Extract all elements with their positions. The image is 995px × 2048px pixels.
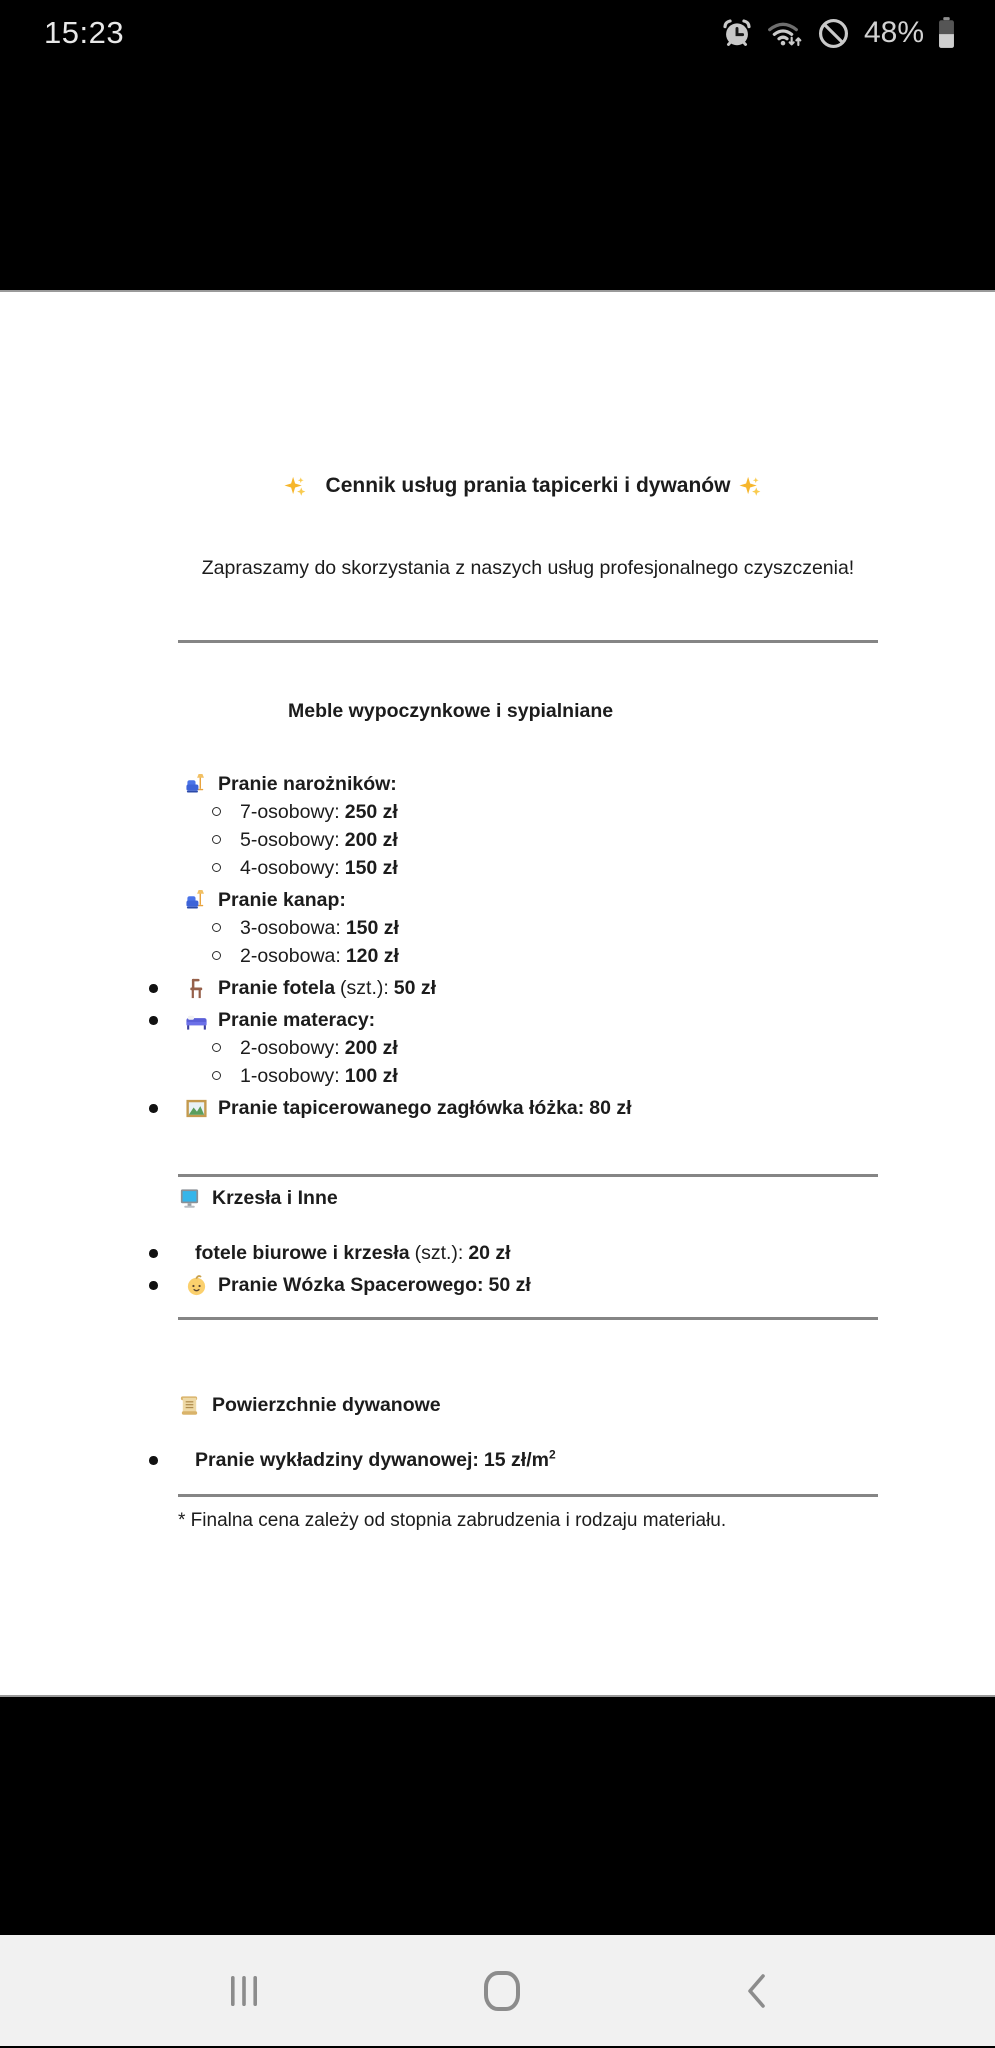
battery-icon bbox=[938, 17, 955, 49]
bullet-icon bbox=[149, 1104, 158, 1113]
couch-lamp-icon bbox=[185, 889, 208, 912]
list-item bbox=[178, 1446, 878, 1474]
do-not-disturb-icon bbox=[817, 17, 850, 50]
item-label: Pranie Wózka Spacerowego: bbox=[218, 1273, 484, 1296]
divider bbox=[178, 1317, 878, 1320]
item-price: 20 zł bbox=[468, 1241, 511, 1264]
list-item bbox=[178, 770, 878, 798]
list-item bbox=[178, 886, 878, 914]
subitem-price: 200 zł bbox=[344, 828, 398, 851]
home-button[interactable] bbox=[476, 1964, 528, 2018]
item-label: Pranie fotela bbox=[218, 976, 336, 999]
subitem-price: 150 zł bbox=[344, 856, 398, 879]
item-price: 80 zł bbox=[589, 1096, 632, 1119]
recents-button[interactable] bbox=[220, 1967, 268, 2015]
list-subitem bbox=[178, 826, 878, 854]
list-item bbox=[178, 1239, 878, 1267]
recents-icon bbox=[226, 1973, 262, 2009]
letterbox-top bbox=[0, 0, 995, 290]
document-title-text: Cennik usług prania tapicerki i dywanów bbox=[325, 474, 731, 497]
couch-lamp-icon bbox=[185, 773, 208, 796]
circle-bullet-icon bbox=[212, 835, 221, 844]
bullet-icon bbox=[149, 1281, 158, 1290]
document-subtitle: Zapraszamy do skorzystania z naszych usług profesjonalnego czyszczenia! bbox=[201, 557, 855, 579]
sparkles-icon bbox=[284, 475, 307, 498]
item-label: Pranie materacy: bbox=[218, 1008, 376, 1031]
document-footnote: * Finalna cena zależy od stopnia zabrudzenia i rodzaju materiału. bbox=[178, 1510, 727, 1531]
subitem-label: 2-osobowa: bbox=[240, 944, 341, 967]
divider bbox=[178, 1174, 878, 1177]
subitem-price: 150 zł bbox=[345, 916, 399, 939]
desktop-computer-icon bbox=[178, 1187, 201, 1210]
item-label: fotele biurowe i krzesła bbox=[195, 1241, 410, 1264]
circle-bullet-icon bbox=[212, 863, 221, 872]
section-heading-text: Powierzchnie dywanowe bbox=[212, 1394, 441, 1416]
divider bbox=[178, 640, 878, 643]
list-item bbox=[178, 1006, 878, 1034]
item-price-text: 15 zł/m bbox=[483, 1448, 549, 1471]
status-time: 15:23 bbox=[44, 15, 125, 50]
list-subitem bbox=[178, 942, 878, 970]
letterbox-bottom bbox=[0, 1697, 995, 1935]
framed-picture-icon bbox=[185, 1097, 208, 1120]
bullet-icon bbox=[149, 984, 158, 993]
back-button[interactable] bbox=[736, 1966, 776, 2016]
subitem-label: 2-osobowy: bbox=[240, 1036, 340, 1059]
circle-bullet-icon bbox=[212, 1071, 221, 1080]
list-subitem bbox=[178, 1062, 878, 1090]
wifi-icon bbox=[767, 17, 803, 49]
section-heading-meble bbox=[288, 698, 878, 724]
list-item bbox=[178, 1271, 878, 1299]
item-label: Pranie wykładziny dywanowej: bbox=[195, 1448, 479, 1471]
subitem-price: 120 zł bbox=[345, 944, 399, 967]
item-price: 50 zł bbox=[488, 1273, 531, 1296]
navigation-bar bbox=[0, 1935, 995, 2046]
subitem-price: 250 zł bbox=[344, 800, 398, 823]
bullet-icon bbox=[149, 1249, 158, 1258]
subitem-label: 3-osobowa: bbox=[240, 916, 341, 939]
circle-bullet-icon bbox=[212, 923, 221, 932]
back-icon bbox=[742, 1972, 770, 2010]
item-price: 50 zł bbox=[393, 976, 437, 999]
bullet-icon bbox=[149, 1016, 158, 1025]
item-note: (szt.): bbox=[414, 1241, 464, 1264]
chair-icon bbox=[185, 977, 208, 1000]
divider bbox=[178, 1494, 878, 1497]
list-item bbox=[178, 974, 878, 1002]
section-heading-krzesla bbox=[178, 1185, 878, 1211]
item-price-superscript: 2 bbox=[548, 1447, 556, 1461]
section-heading-text: Meble wypoczynkowe i sypialniane bbox=[288, 700, 614, 722]
list-subitem bbox=[178, 854, 878, 882]
list-subitem bbox=[178, 914, 878, 942]
document-title bbox=[178, 472, 878, 500]
battery-percent: 48% bbox=[863, 16, 924, 49]
subitem-price: 100 zł bbox=[344, 1064, 398, 1087]
section-heading-dywany bbox=[178, 1392, 878, 1418]
document-page bbox=[0, 290, 995, 1697]
bullet-icon bbox=[149, 1456, 158, 1465]
status-bar bbox=[0, 0, 995, 58]
circle-bullet-icon bbox=[212, 951, 221, 960]
section-heading-text: Krzesła i Inne bbox=[212, 1187, 338, 1209]
item-label: Pranie kanap: bbox=[218, 888, 346, 911]
list-item bbox=[178, 1094, 878, 1122]
list-subitem bbox=[178, 1034, 878, 1062]
price-list-meble bbox=[178, 770, 878, 1122]
scroll-icon bbox=[178, 1394, 201, 1417]
price-list-krzesla bbox=[178, 1239, 878, 1299]
status-icons bbox=[721, 16, 955, 50]
item-label: Pranie narożników: bbox=[218, 772, 397, 795]
alarm-icon bbox=[721, 17, 753, 49]
item-note: (szt.): bbox=[340, 976, 389, 999]
home-icon bbox=[482, 1970, 522, 2012]
item-price bbox=[484, 1449, 556, 1472]
subitem-label: 5-osobowy: bbox=[240, 828, 340, 851]
circle-bullet-icon bbox=[212, 1043, 221, 1052]
subitem-label: 4-osobowy: bbox=[240, 856, 340, 879]
price-list-dywany bbox=[178, 1446, 878, 1474]
baby-icon bbox=[185, 1274, 208, 1297]
subitem-price: 200 zł bbox=[344, 1036, 398, 1059]
bed-icon bbox=[185, 1009, 208, 1032]
item-label: Pranie tapicerowanego zagłówka łóżka: bbox=[218, 1096, 585, 1119]
subitem-label: 7-osobowy: bbox=[240, 800, 340, 823]
sparkles-icon bbox=[739, 475, 762, 498]
circle-bullet-icon bbox=[212, 807, 221, 816]
subitem-label: 1-osobowy: bbox=[240, 1064, 340, 1087]
list-subitem bbox=[178, 798, 878, 826]
